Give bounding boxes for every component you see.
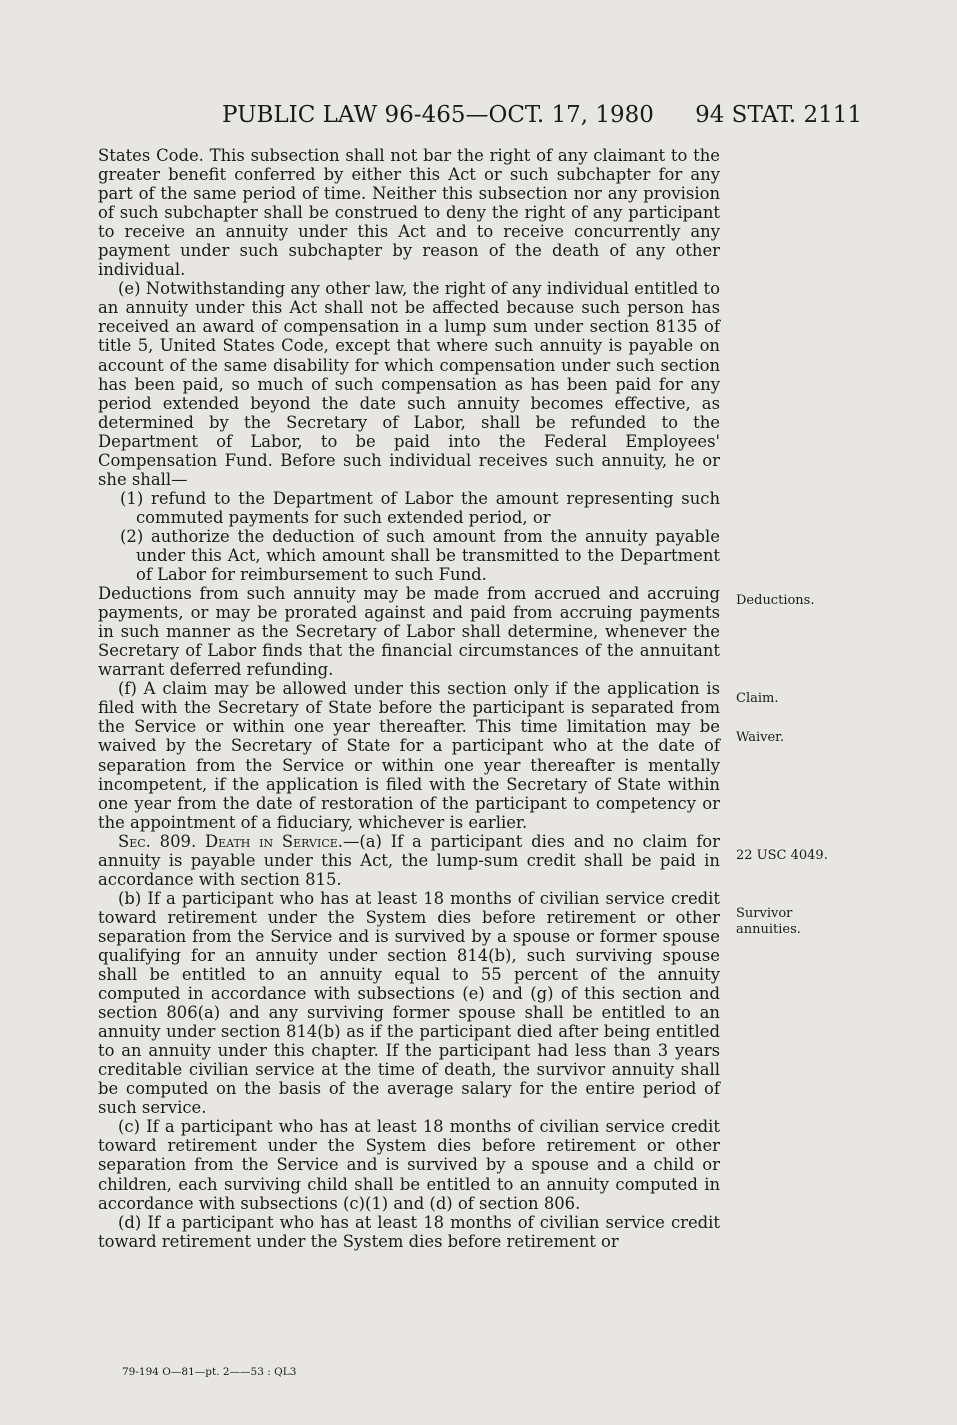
header-stat: 94 STAT. 2111 [695, 102, 862, 128]
body-text [98, 146, 720, 1251]
paragraph-continuation: States Code. This subsection shall not bar the right of any claimant to the greater benefit conferred by either this Act or such subchapter for any part of the same period of time. Neither this subsection nor any provision of such subchapter shall be construed to deny the right of any participant to receive an annuity under this Act and to receive concurrently any payment under such subchapter by reason of the death of any other individual. [98, 146, 720, 280]
margin-note-usc: 22 USC 4049. [736, 848, 828, 863]
margin-note-survivor-line-1: Survivor [736, 906, 793, 921]
paragraph-deductions: Deductions from such annuity may be made from accrued and accruing payments, or may be prorated against and paid from accruing payments in such manner as the Secretary of Labor shall determine, whenever the Secretary of Labor finds that the financial circumstances of the annuitant warrant deferred refunding. [98, 584, 720, 680]
paragraph-b: (b) If a participant who has at least 18 months of civilian service credit toward retirement under the System dies before retirement or other separation from the Service and is survived by a spouse or former spouse qualifying for an annuity under section 814(b), such surviving spouse shall be entitled to an annuity equal to 55 percent of the annuity computed in accordance with subsections (e) and (g) of this section and section 806(a) and any surviving former spouse shall be entitled to an annuity under section 814(b) as if the participant died after being entitled to an annuity under this chapter. If the participant had less than 3 years creditable civilian service at the time of death, the survivor annuity shall be computed on the basis of the average salary for the entire period of such service. [98, 888, 720, 1118]
page-header [222, 98, 862, 132]
paragraph-c: (c) If a participant who has at least 18 months of civilian service credit toward retirement under the System dies before retirement or other separation from the Service and is survived by a spouse and a child or children, each surviving child shall be entitled to an annuity computed in accordance with subsections (c)(1) and (d) of section 806. [98, 1117, 720, 1213]
section-809-a-text: (a) If a participant dies and no claim for annuity is payable under this Act, the lump-sum credit shall be paid in accordance with section 815. [98, 831, 720, 889]
paragraph-d: (d) If a participant who has at least 18 months of civilian service credit toward retirement under the System dies before retirement or [98, 1212, 720, 1251]
section-number: Sec. 809. [118, 831, 197, 851]
margin-note-waiver: Waiver. [736, 730, 785, 745]
paragraph-e-1: (1) refund to the Department of Labor the amount representing such commuted payments for such extended period, or [120, 488, 720, 527]
paragraph-e-2: (2) authorize the deduction of such amount from the annuity payable under this Act, which amount shall be transmitted to the Department of Labor for reimbursement to such Fund. [120, 526, 720, 585]
margin-note-survivor-line-2: annuities. [736, 922, 801, 937]
section-title: Death in Service.— [204, 831, 360, 851]
paragraph-e: (e) Notwithstanding any other law, the right of any individual entitled to an annuity under this Act shall not be affected because such person has received an award of compensation in a lump sum under section 8135 of title 5, United States Code, except that where such annuity is payable on account of the same disability for which compensation under such section has been paid, so much of such compensation as has been paid for any period extended beyond the date such annuity becomes effective, as determined by the Secretary of Labor, shall be refunded to the Department of Labor, to be paid into the Federal Employees' Compensation Fund. Before such individual receives such annuity, he or she shall— [98, 279, 720, 489]
paragraph-sec-809-a [98, 832, 720, 889]
margin-note-survivor-annuities [736, 906, 801, 938]
margin-note-claim: Claim. [736, 691, 779, 706]
margin-note-deductions: Deductions. [736, 593, 815, 608]
page-footer: 79-194 O—81—pt. 2——53 : QL3 [122, 1366, 297, 1378]
paragraph-f: (f) A claim may be allowed under this section only if the application is filed with the Secretary of State before the participant is separated from the Service or within one year thereafter. This time limitation may be waived by the Secretary of State for a participant who at the date of separation from the Service or within one year thereafter is mentally incompetent, if the application is filed with the Secretary of State within one year from the date of restoration of the participant to competency or the appointment of a fiduciary, whichever is earlier. [98, 679, 720, 832]
header-title: PUBLIC LAW 96-465—OCT. 17, 1980 [222, 102, 654, 128]
